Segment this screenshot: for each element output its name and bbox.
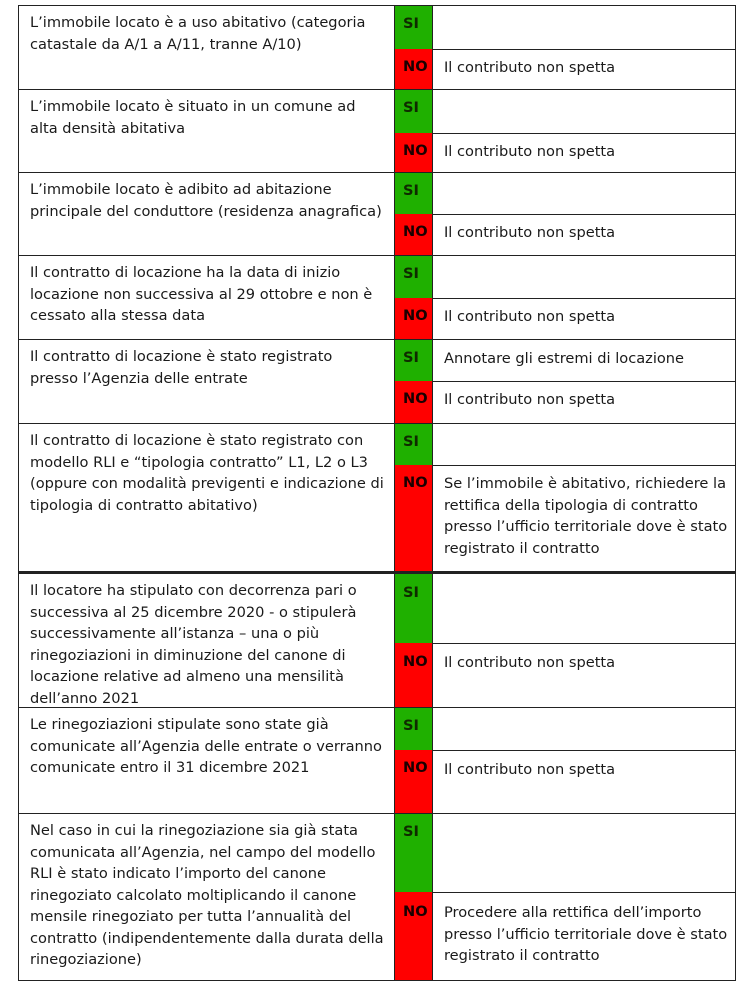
condition-text: Il locatore ha stipulato con decorrenza pari o successiva al 25 dicembre 2020 - o stipulerà successivamente all’istanza – una o più rinegoziazioni in diminuzione del canone di locazione relative ad almeno una mensilità dell’anno 2021 xyxy=(18,574,395,707)
si-note xyxy=(433,6,736,49)
si-badge: SI xyxy=(395,173,433,214)
si-option xyxy=(395,708,736,751)
no-option xyxy=(395,298,736,339)
checklist-row xyxy=(18,424,736,572)
checklist-row xyxy=(18,572,736,708)
si-note xyxy=(433,814,736,892)
no-badge: NO xyxy=(395,49,433,89)
checklist-row xyxy=(18,90,736,173)
si-option xyxy=(395,424,736,466)
no-option xyxy=(395,49,736,89)
si-badge: SI xyxy=(395,708,433,750)
no-option xyxy=(395,750,736,813)
condition-text: Le rinegoziazioni stipulate sono state già comunicate all’Agenzia delle entrate o verranno comunicate entro il 31 dicembre 2021 xyxy=(18,708,395,813)
condition-text: L’immobile locato è a uso abitativo (categoria catastale da A/1 a A/11, tranne A/10) xyxy=(18,6,395,89)
no-option xyxy=(395,892,736,980)
no-option xyxy=(395,643,736,707)
no-option xyxy=(395,214,736,255)
checklist-row xyxy=(18,173,736,256)
no-note: Il contributo non spetta xyxy=(433,750,736,813)
checklist-row xyxy=(18,340,736,424)
si-option xyxy=(395,173,736,215)
no-badge: NO xyxy=(395,133,433,172)
si-note xyxy=(433,574,736,643)
no-badge: NO xyxy=(395,643,433,707)
checklist-row xyxy=(18,708,736,814)
no-badge: NO xyxy=(395,465,433,571)
no-note: Il contributo non spetta xyxy=(433,214,736,255)
no-note: Se l’immobile è abitativo, richiedere la rettifica della tipologia di contratto presso l’ufficio territoriale dove è stato registrato il contratto xyxy=(433,465,736,571)
checklist-row xyxy=(18,256,736,340)
si-badge: SI xyxy=(395,340,433,381)
si-note: Annotare gli estremi di locazione xyxy=(433,340,736,381)
no-badge: NO xyxy=(395,750,433,813)
condition-text: Il contratto di locazione è stato registrato con modello RLI e “tipologia contratto” L1, L2 o L3 (oppure con modalità previgenti e indicazione di tipologia di contratto abitativo) xyxy=(18,424,395,571)
checklist-row xyxy=(18,5,736,90)
checklist-row xyxy=(18,814,736,981)
si-option xyxy=(395,256,736,299)
si-option xyxy=(395,90,736,134)
no-note: Procedere alla rettifica dell’importo presso l’ufficio territoriale dove è stato registrato il contratto xyxy=(433,892,736,980)
condition-text: Il contratto di locazione è stato registrato presso l’Agenzia delle entrate xyxy=(18,340,395,423)
no-note: Il contributo non spetta xyxy=(433,381,736,423)
si-badge: SI xyxy=(395,574,433,643)
si-option xyxy=(395,814,736,893)
no-option xyxy=(395,381,736,423)
no-badge: NO xyxy=(395,892,433,980)
no-badge: NO xyxy=(395,298,433,339)
no-note: Il contributo non spetta xyxy=(433,643,736,707)
no-note: Il contributo non spetta xyxy=(433,298,736,339)
si-badge: SI xyxy=(395,814,433,892)
no-badge: NO xyxy=(395,214,433,255)
si-badge: SI xyxy=(395,90,433,133)
no-note: Il contributo non spetta xyxy=(433,49,736,89)
si-note xyxy=(433,424,736,465)
no-badge: NO xyxy=(395,381,433,423)
si-note xyxy=(433,708,736,750)
si-note xyxy=(433,256,736,298)
si-badge: SI xyxy=(395,6,433,49)
si-option xyxy=(395,6,736,50)
si-note xyxy=(433,173,736,214)
condition-text: Nel caso in cui la rinegoziazione sia già stata comunicata all’Agenzia, nel campo del modello RLI è stato indicato l’importo del canone rinegoziato calcolato moltiplicando il canone mensile rinegoziato per tutta l’annualità del contratto (indipendentemente dalla durata della rinegoziazione) xyxy=(18,814,395,980)
no-option xyxy=(395,465,736,571)
si-note xyxy=(433,90,736,133)
si-option xyxy=(395,340,736,382)
no-note: Il contributo non spetta xyxy=(433,133,736,172)
condition-text: L’immobile locato è situato in un comune ad alta densità abitativa xyxy=(18,90,395,172)
si-badge: SI xyxy=(395,424,433,465)
condition-text: L’immobile locato è adibito ad abitazione principale del conduttore (residenza anagrafica) xyxy=(18,173,395,255)
condition-text: Il contratto di locazione ha la data di inizio locazione non successiva al 29 ottobre e non è cessato alla stessa data xyxy=(18,256,395,339)
no-option xyxy=(395,133,736,172)
si-option xyxy=(395,574,736,644)
si-badge: SI xyxy=(395,256,433,298)
